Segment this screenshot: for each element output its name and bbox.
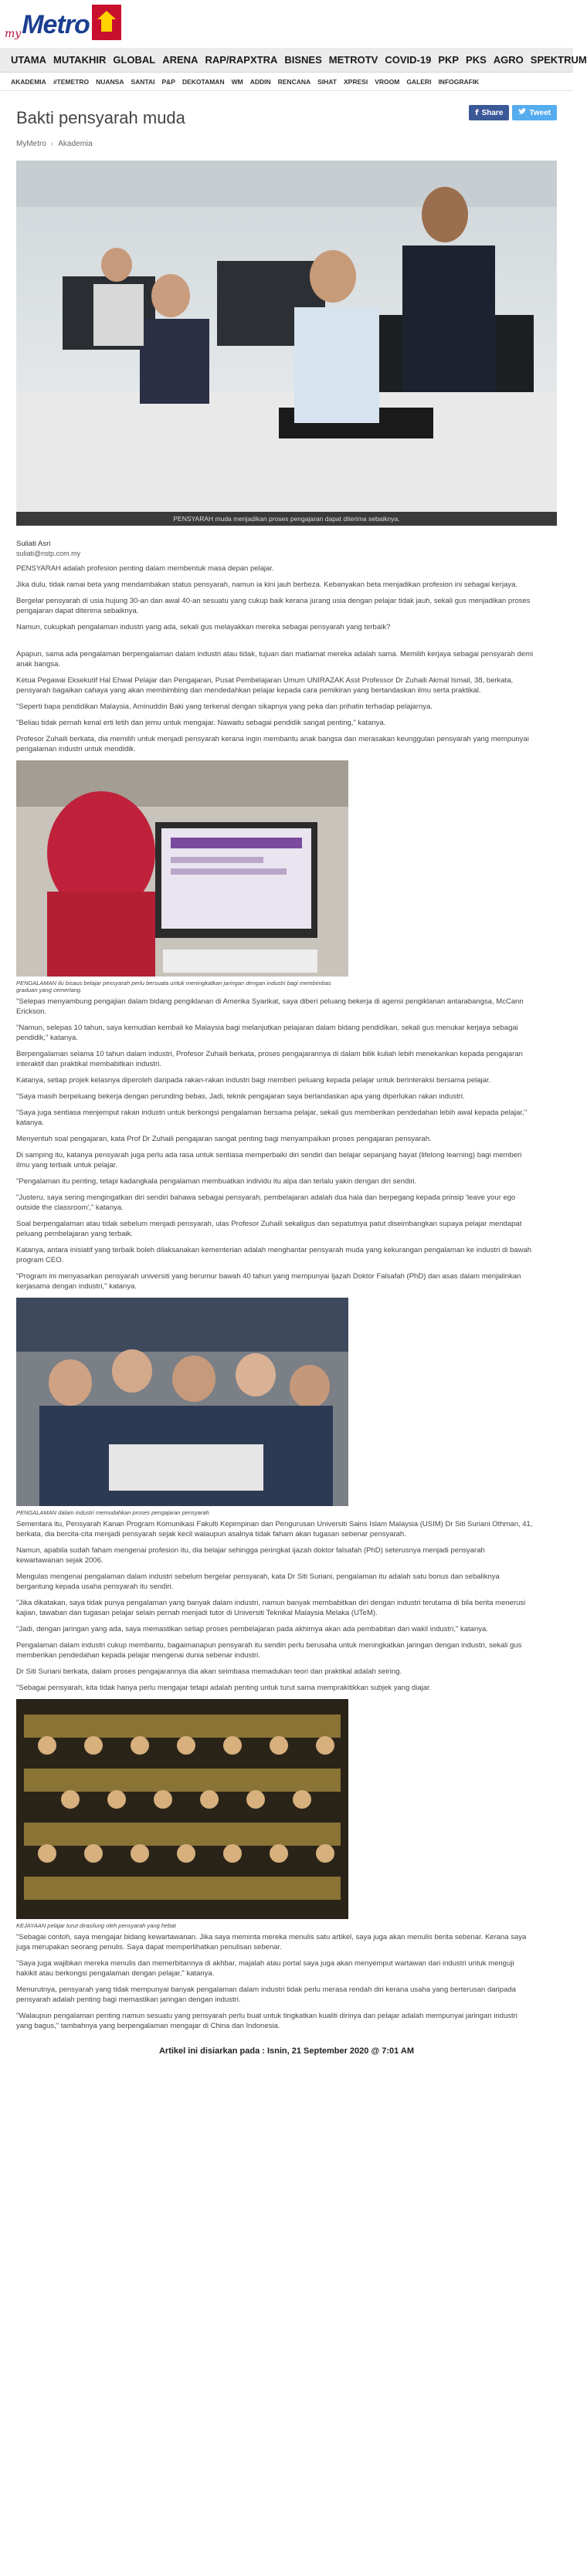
logo-badge-icon [92, 5, 121, 40]
article-paragraph: "Jika dikatakan, saya tidak punya pengalaman yang banyak dalam industri, namun banyak membabitkan diri dengan industri terutama di bila berita menerusi kajian, tawaban dan tugasan pelajar selain pernah menjadi tutor di Universiti Teknikal Malaysia Melaka (UTeM). [16, 1599, 526, 1617]
sub-nav-item[interactable]: SIHAT [317, 77, 337, 86]
sub-nav-item[interactable]: INFOGRAFIK [438, 77, 480, 86]
sub-nav-item[interactable]: GALERI [406, 77, 432, 86]
site-logo[interactable] [5, 5, 121, 40]
article-paragraph: "Saya masih berpeluang bekerja dengan perunding bebas, Jadi, teknik pengajaran saya berlandaskan apa yang diperlukan rakan industri. [16, 1092, 465, 1101]
main-nav-item[interactable]: PKP [438, 54, 460, 66]
article-paragraph: "Program ini menyasarkan pensyarah universiti yang berumur bawah 40 tahun yang mempunyai Ijazah Doktor Falsafah (PhD) dan asas dalam menjalinkan kerjasama dengan industri," katanya. [16, 1272, 521, 1291]
facebook-icon: f [475, 108, 479, 117]
article-paragraph: Menurutnya, pensyarah yang tidak mempunyai banyak pengalaman dalam industri tidak perlu merasa rendah diri kerana usaha yang berterusan daripada pensyarah adalah penting bagi memastikan jaringan dengan industri. [16, 1985, 516, 2004]
figure-2-caption: PENGALAMAN ilu bisaus belajar pensyarah perlu bersuata untuk meningkatkan jaringan dengan industri bagi membimbas graduan yang cemerlang. [16, 980, 331, 994]
sub-nav [0, 73, 573, 91]
article-paragraph: "Sebagai contoh, saya mengajar bidang kewartawanan. Jika saya meminta mereka menulis satu artikel, saya juga akan menulis berita sebenar. Kerana saya juga merupakan seorang penulis. Saya dapat memperlihatkan penulisan sebenar. [16, 1933, 527, 1951]
hero-caption: PENSYARAH muda menjadikan proses pengajaran dapat diterima sebaiknya. [16, 512, 557, 526]
article-paragraph: "Selepas menyambung pengajian dalam bidang pengiklanan di Amerika Syarikat, saya diberi peluang bekerja di agensi pengiklanan antarabangsa, McCann Erickson. [16, 997, 524, 1016]
article-paragraph: Bergelar pensyarah di usia hujung 30-an dan awal 40-an sesuatu yang cukup baik kerana jurang usia dengan pelajar tidak jauh, sekali gus menjadikan proses pengajaran dapat diterima sebaiknya. [16, 597, 531, 615]
figure-4-photo [16, 1699, 348, 1919]
figure-3-photo [16, 1298, 348, 1506]
article-paragraph: Menyentuh soal pengajaran, kata Prof Dr Zuhaili pengajaran sangat penting bagi menyampaikan proses pengajaran pensyarah. [16, 1135, 432, 1143]
article-container [16, 91, 557, 2071]
twitter-share-label: Tweet [529, 108, 551, 117]
main-nav-item[interactable]: UTAMA [11, 54, 46, 66]
figure-2-photo [16, 760, 348, 977]
article-paragraph: Ketua Pegawai Eksekutif Hal Ehwal Pelajar dan Pengajaran, Pusat Pembelajaran Umum UNIRAZAK Asst Professor Dr Zuhaili Akmal Ismail, 38, berkata, pensyarah bagaikan cahaya yang akan membimbing dan mendedahkan pelajar kepada cara pemikiran yang bertandaskan ilmu serta praktikal. [16, 676, 514, 695]
article-body-section-1 [16, 564, 557, 754]
article-paragraph: "Saya juga sentiasa menjemput rakan industri untuk berkongsi pengalaman bersama pelajar, sekali gus memberikan pendedahan lebih awal kepada pelajar," katanya. [16, 1109, 528, 1127]
article-paragraph: "Pengalaman itu penting, tetapi kadangkala pengalaman membuatkan individu itu alpa dan terlalu yakin dengan diri sendiri. [16, 1177, 417, 1186]
sub-nav-item[interactable]: AKADEMIA [11, 77, 46, 86]
article-body-section-3 [16, 1519, 557, 1693]
sub-nav-item[interactable]: #TEMETRO [53, 77, 90, 86]
breadcrumb [16, 134, 557, 153]
main-nav-item[interactable]: METROTV [328, 54, 378, 66]
article-paragraph: Dr Siti Suriani berkata, dalam proses pengajarannya dia akan seimbasa memadukan teori dan praktikal adalah seiring. [16, 1667, 402, 1676]
sub-nav-item[interactable]: P&P [161, 77, 175, 86]
sub-nav-item[interactable]: NUANSA [96, 77, 124, 86]
sub-nav-item[interactable]: VROOM [375, 77, 400, 86]
article-paragraph: "Jadi, dengan jaringan yang ada, saya memastikan setiap proses pembelajaran pada akhirnya akan ada pembabitan dari wakil industri," katanya. [16, 1625, 488, 1633]
article-paragraph: Berpengalaman selama 10 tahun dalam industri, Profesor Zuhaili berkata, proses pengajarannya di dalam bilik kuliah lebih menekankan kepada pengajaran interaktif dan praktikal membabitkan industri. [16, 1050, 523, 1068]
article-paragraph: Pengalaman dalam industri cukup membantu, bagaimanapun pensyarah itu sendiri perlu berusaha untuk meningkatkan jaringan dengan industri, sekali gus memberikan pendedahan kepada pelajar mengenai dunia sebenar industri. [16, 1641, 522, 1660]
author-email[interactable]: suliati@nstp.com.my [16, 550, 81, 557]
site-header [0, 0, 573, 48]
logo-main: Metro [22, 10, 90, 39]
sub-nav-item[interactable]: ADDIN [249, 77, 271, 86]
article-paragraph: Apapun, sama ada pengalaman berpengalaman dalam industri atau tidak, tujuan dan matlamat mereka adalah sama. Memilih kerjaya sebagai pensyarah demi anak bangsa. [16, 650, 534, 669]
main-nav-item[interactable]: SPEKTRUM [530, 54, 587, 66]
published-date: Artikel ini disiarkan pada : Isnin, 21 September 2020 @ 7:01 AM [158, 2046, 415, 2056]
breadcrumb-item-akademia[interactable]: Akademia [58, 139, 93, 148]
article-paragraph: Di samping itu, katanya pensyarah juga perlu ada rasa untuk sentiasa memperbaiki diri sendiri dan belajar sepanjang hayat (lifelong learning) bagi memberi ilmu yang terbaik untuk pelajar. [16, 1151, 522, 1170]
main-nav-item[interactable]: COVID-19 [385, 54, 432, 66]
article-paragraph: "Namun, selepas 10 tahun, saya kemudian kembali ke Malaysia bagi melanjutkan pelajaran dalam bidang pendidikan, sekali gus menukar kerjaya sebagai pendidik," katanya. [16, 1024, 518, 1042]
main-nav-item[interactable]: AGRO [493, 54, 524, 66]
figure-4-caption: KEJAYAAN pelajar turut dirasilung oleh pensyarah yang hebat [16, 1922, 176, 1929]
figure-4 [16, 1699, 348, 1932]
logo-prefix: my [5, 28, 22, 40]
article-paragraph: "Saya juga wajibkan mereka menulis dan memerbitannya di akhbar, majalah atau portal saya juga akan menyemput wartawan dari industri untuk menguji hakikit atau berkongsi pengalaman dengan pelajar," katanya. [16, 1959, 514, 1978]
hero-figure [16, 161, 557, 526]
share-buttons [469, 105, 557, 120]
article-title: Bakti pensyarah muda [16, 108, 185, 127]
article-paragraph: Soal berpengalaman atau tidak sebelum menjadi pensyarah, ulas Profesor Zuhaili sekaligus dan sepatutnya patut diseimbangkan supaya pelajar mendapat peluang pembelajaran yang terbaik. [16, 1220, 522, 1238]
breadcrumb-item-mymetro[interactable]: MyMetro [16, 139, 46, 148]
author-name: Suliati Asri [16, 540, 51, 548]
article-paragraph: PENSYARAH adalah profesion penting dalam membentuk masa depan pelajar. [16, 564, 274, 573]
article-paragraph: Katanya, setiap projek kelasnya diperoleh daripada rakan-rakan industri bagi memberi peluang kepada pelajar untuk berinteraksi bersama pelajar. [16, 1076, 491, 1085]
article-paragraph: "Seperti bapa pendidikan Malaysia, Aminuddin Baki yang terkenal dengan sikapnya yang peka dan prihatin terhadap pelajarnya. [16, 702, 433, 711]
article-paragraph: Jika dulu, tidak ramai beta yang mendambakan status pensyarah, namun ia kini jauh berbeza. Kebanyakan beta menjadikan profesion ini sebagai kerjaya. [16, 581, 518, 589]
breadcrumb-separator: › [50, 139, 54, 148]
main-nav-item[interactable]: RAP/RAPXTRA [205, 54, 278, 66]
article-paragraph: "Sebagai pensyarah, kita tidak hanya perlu mengajar tetapi adalah penting untuk turut sama memprakitikkan subjek yang diajar. [16, 1684, 432, 1692]
figure-3-caption: PENGALAMAN dalam industri memudahkan proses pengajaran pensyarah [16, 1509, 209, 1516]
sub-nav-item[interactable]: WM [231, 77, 243, 86]
article-body-section-4 [16, 1932, 557, 2031]
page-bottom-spacer [16, 2056, 557, 2071]
article-paragraph: Namun, cukupkah pengalaman industri yang ada, sekali gus melayakkan mereka sebagai pensyarah yang terbaik? [16, 623, 391, 631]
facebook-share-label: Share [481, 108, 504, 117]
article-paragraph: Profesor Zuhaili berkata, dia memilih untuk menjadi pensyarah kerana ingin membantu anak bangsa dan merasakan keunggulan pensyarah yang mempunyai pengalaman industri untuk mendidik. [16, 735, 529, 753]
article-paragraph: Sementara itu, Pensyarah Kanan Program Komunikasi Fakulti Kepimpinan dan Pengurusan Universiti Sains Islam Malaysia (USIM) Dr Siti Suriani Othman, 41, berkata, dia bercita-cita menjadi pensyarah sejak kecil walaupun asalnya tidak faham akan tugasan sebenar pensyarah. [16, 1520, 533, 1538]
article-paragraph: Namun, apabila sudah faham mengenai profesion itu, dia belajar sehingga peringkat ijazah doktor falsafah (PhD) seterusnya menjadi pensyarah kewartawanan sejak 2006. [16, 1546, 485, 1565]
sub-nav-item[interactable]: XPRESI [344, 77, 368, 86]
article-body-section-2 [16, 997, 557, 1291]
sub-nav-item[interactable]: DEKOTAMAN [182, 77, 225, 86]
twitter-icon [518, 108, 526, 117]
facebook-share-button[interactable] [469, 105, 509, 120]
paragraph-spacer [16, 638, 557, 649]
main-nav-item[interactable]: PKS [466, 54, 487, 66]
sub-nav-item[interactable]: SANTAI [131, 77, 155, 86]
article-paragraph: Katanya, antara inisiatif yang terbaik boleh dilaksanakan kementerian adalah menghantar pensyarah muda yang kekurangan pengalaman ke industri di bawah program CEO. [16, 1246, 532, 1264]
main-nav [0, 48, 587, 73]
article-paragraph: "Justeru, saya sering mengingatkan diri sendiri bahawa sebagai pensyarah, pembelajaran adalah dua hala dan berpegang kepada prinsip 'leave your ego outside the classroom'," katanya. [16, 1193, 516, 1212]
main-nav-item[interactable]: ARENA [162, 54, 198, 66]
twitter-share-button[interactable] [512, 105, 557, 120]
article-paragraph: "Walaupun pengalaman penting namun sesuatu yang pensyarah perlu buat untuk tingkatkan kualiti dirinya dan pelajar adalah mempunyai jaringan industri yang bagus," tambahnya yang berpengalaman mengajar di China dan Indonesia. [16, 2012, 517, 2030]
main-nav-item[interactable]: BISNES [284, 54, 322, 66]
sub-nav-item[interactable]: RENCANA [277, 77, 311, 86]
figure-3 [16, 1298, 348, 1519]
main-nav-item[interactable]: MUTAKHIR [53, 54, 107, 66]
figure-2 [16, 760, 348, 997]
hero-photo [16, 161, 557, 512]
main-nav-item[interactable]: GLOBAL [113, 54, 156, 66]
article-paragraph: Mengulas mengenai pengalaman dalam industri sebelum bergelar pensyarah, kata Dr Siti Suriani, pengalaman itu adalah satu bonus dan sebaliknya bergantung kepada usaha pensyarah itu sendiri. [16, 1572, 500, 1591]
article-paragraph: "Beliau tidak pernah kenal erti letih dan jemu untuk mengajar. Nawaitu sebagai pendidik sangat penting," katanya. [16, 719, 386, 727]
